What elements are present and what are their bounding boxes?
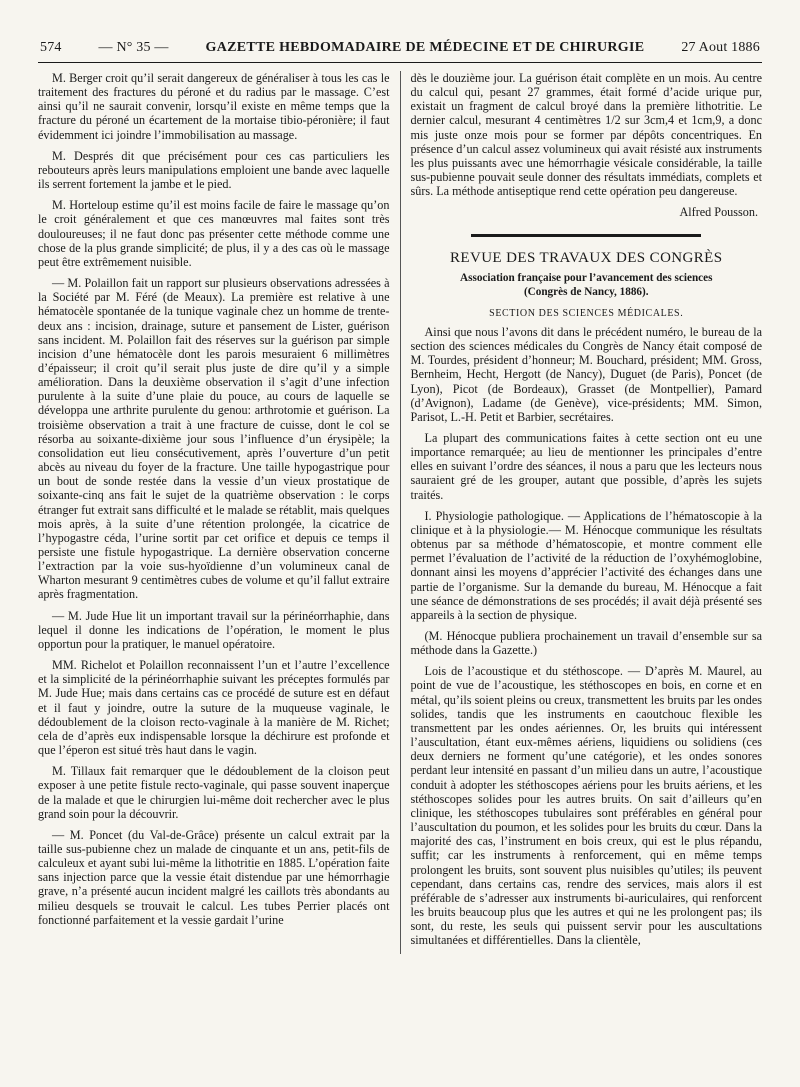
paragraph: Lois de l’acoustique et du stéthoscope. — D’après M. Maurel, au point de vue de l’acoustique, les stéthoscopes en bois, en corne et en métal, qu’ils soient pleins ou creux, transmettent les bruits par les ondes solides, tandis que les instruments en caoutchouc flexible les transmettent par les ondes aériennes. Or, les bruits qui intéressent l’auscultation, étant eux-mêmes aériens, liquidiens ou solidiens (ces deux derniers ne forment qu’une catégorie), et les ondes sonores perdant leur intensité en passant d’un milieu dans un autre, l’acoustique conduit à adopter les stéthoscopes aériens pour les bruits aériens, et les stéthoscopes solides pour les autres bruits. On sait d’ailleurs qu’en clinique, les stéthoscopes tubulaires sont préférables en général pour l’auscultation du poumon, et les solides pour les bruits du cœur. Dans la majorité des cas, l’instrument en bois creux, qui est le plus répandu, suffit; car les instruments à renforcement, qui en même temps prolongent les bruits, sont souvent plus nuisibles qu’utiles; ils peuvent cependant, dans certains cas, rendre des services, mais alors il est préférable de s’adresser aux instruments bi-auriculaires, qui renforcent les bruits beaucoup plus que les autres et qui ne les prolongent pas; ils sont, du reste, les seuls qui puissent servir pour les auscultations simultanées et différentielles. Dans la clientèle,: [410, 664, 762, 948]
right-column: [400, 71, 763, 954]
paragraph: I. Physiologie pathologique. — Applications de l’hématoscopie à la clinique et à la physiologie.— M. Hénocque communique les résultats obtenus par sa méthode d’hématoscopie, et montre comment elle permet l’évaluation de l’activité de la réduction de l’oxyhémoglobine, donnant ainsi les moyens d’apprécier l’activité des échanges dans une partie de l’organisme. Sur la demande du bureau, M. Hénocque a fait une séance de démonstrations de ses procédés; il avait déjà présenté ses appareils à la section de physique.: [410, 508, 762, 622]
issue-date: 27 Aout 1886: [681, 40, 760, 55]
paragraph: M. Horteloup estime qu’il est moins facile de faire le massage qu’on le croit généralement et que ces manœuvres mal faites sont très douloureuses; il ne faut donc pas présenter cette méthode comme une chose de la plus grande simplicité; de plus, il y a des cas où le massage peut être extrêmement nuisible.: [38, 198, 390, 269]
association-name: Association française pour l’avancement des sciences: [460, 271, 713, 284]
congress-name: (Congrès de Nancy, 1886).: [523, 285, 649, 298]
issue-number: — N° 35 —: [98, 40, 169, 55]
author-signature: Alfred Pousson.: [679, 205, 758, 220]
paragraph: M. Berger croit qu’il serait dangereux de généraliser à tous les cas le traitement des fractures du péroné et du radius par le massage. C’est ainsi qu’il ne saurait convenir, lorsqu’il existe en même temps que la fracture du péroné un écartement de la mortaise tibio-péronière; il faut évidemment ici joindre l’immobilisation au massage.: [38, 71, 390, 142]
paragraph: MM. Richelot et Polaillon reconnaissent l’un et l’autre l’excellence et la simplicité de la périnéorrhaphie suivant les préceptes formulés par M. Jude Hue; mais dans certains cas ce procédé de suture est en défaut et il faut y joindre, outre la suture de la muqueuse vaginale, le dédoublement de la cloison recto-vaginale à la manière de M. Richet; cela de d’après eux indispensable lorsque la déchirure est profonde et que l’éperon est situé très haut dans le vagin.: [38, 658, 390, 758]
two-column-body: [38, 71, 762, 954]
association-heading: [411, 271, 763, 299]
paragraph: — M. Poncet (du Val-de-Grâce) présente un calcul extrait par la taille sus-pubienne chez un malade de cinquante et un ans, petit-fils de calculeux et ayant subi lui-même la lithotritie en 1885. L’opération faite sans injection parce que la vessie était distendue par une hémorrhagie grave, n’a présenté aucun incident malgré les caillots très abondants au milieu desquels se trouvait le calcul. Les tubes Perrier placés ont fonctionné parfaitement et la vessie gardait l’urine: [38, 827, 390, 927]
paragraph: dès le douzième jour. La guérison était complète en un mois. Au centre du calcul qui, pesant 27 grammes, était formé d’acide urique pur, existait un fragment de calcul broyé dans la première lithotritie. Le dernier calcul, mesurant 4 centimètres 1/2 sur 3cm,4 et 1cm,9, a donc mis juste onze mois pour se former par dépôts concentriques. En présence d’un calcul assez volumineux qui avait résisté aux instruments les plus puissants avec une hémorrhagie vésicale considérable, la taille sus-pubienne pouvait seule donner des résultats immédiats, complets et sûrs. La méthode antiseptique rend cette opération peu dangereuse.: [410, 71, 762, 199]
page-header: [38, 40, 762, 63]
paragraph: La plupart des communications faites à cette section ont eu une importance remarquée; au lieu de mentionner les principales d’entre elles en suivant l’ordre des séances, il nous a paru que les lecteurs nous sauraient gré de les grouper, autant que possible, d’après les sujets traités.: [410, 430, 762, 502]
paragraph: M. Tillaux fait remarquer que le dédoublement de la cloison peut exposer à une petite fistule recto-vaginale, qui passe souvent inaperçue de la malade et que le chirurgien lui-même doit rechercher avec le plus grand soin pour la découvrir.: [38, 764, 390, 821]
paragraph: — M. Jude Hue lit un important travail sur la périnéorrhaphie, dans lequel il donne les indications de l’opération, le moment le plus opportun pour la pratiquer, le manuel opératoire.: [38, 608, 390, 651]
paragraph: M. Després dit que précisément pour ces cas particuliers les rebouteurs après leurs manipulations emploient une bande avec laquelle ils serrent fortement la jambe et le pied.: [38, 148, 390, 192]
journal-title: GAZETTE HEBDOMADAIRE DE MÉDECINE ET DE CHIRURGIE: [205, 40, 645, 55]
review-title: REVUE DES TRAVAUX DES CONGRÈS: [450, 249, 723, 266]
paragraph: Ainsi que nous l’avons dit dans le précédent numéro, le bureau de la section des sciences médicales du Congrès de Nancy était composé de M. Tourdes, président d’honneur; M. Bouchard, président; MM. Gross, Bernheim, Hecht, Hergott (de Nancy), Duguet (de Paris), Poncet (de Lyon), Picot (de Bordeaux), Grasset (de Montpellier), Pamard (d’Avignon), Ladame (de Genève), vice-présidents; MM. Simon, Parisot, L.-H. Petit et Barbier, secrétaires.: [410, 324, 762, 424]
section-heading: SECTION DES SCIENCES MÉDICALES.: [489, 307, 684, 319]
paragraph: (M. Hénocque publiera prochainement un travail d’ensemble sur sa méthode dans la Gazette.): [410, 629, 762, 658]
left-column: [38, 71, 400, 954]
paragraph: — M. Polaillon fait un rapport sur plusieurs observations adressées à la Société par M. Féré (de Meaux). La première est relative à une hématocèle spontanée de la tunique vaginale chez un homme de trente-deux ans : incision, drainage, suture et pansement de Lister, guérison sans incident. M. Polaillon fait des réserves sur la guérison par simple incision d’une hématocèle dont les parois mesuraient 6 millimètres d’épaisseur; il croit qu’il serait plus juste de dire qu’il y a simple amélioration. Dans la deuxième observation il s’agit d’une infection purulente à la suite d’une plaie du pouce, au cours de laquelle se développa une arthrite purulente du genou: arthrotomie et guérison. La troisième observation a trait à une fracture de cuisse, dont le col se résorba au soixante-dixième jour sous l’influence d’un érysipèle; la consolidation eut lieu consécutivement, après l’ouverture d’un petit abcès au niveau du foyer de la fracture. Une taille hypogastrique pour un bout de sonde restée dans la vessie d’un vieux prostatique de soixante-cinq ans fait le sujet de la quatrième observation : le corps étranger fut extrait sans difficulté et le malade se rétablit, mais quelques mois après, à la suite d’une rétention prolongée, la cicatrice de l’hypogastre céda, l’urine sortit par cet orifice et depuis ce temps il persiste une fistule hypogastrique. La dernière observation concerne l’extraction par la voie sus-hyoïdienne d’un volumineux canal de Wharton mesurant 9 centimètres cubes de volume et qu’il fallut extraire après fragmentation.: [38, 276, 390, 602]
page-number: 574: [40, 40, 62, 55]
section-divider: [471, 234, 701, 237]
